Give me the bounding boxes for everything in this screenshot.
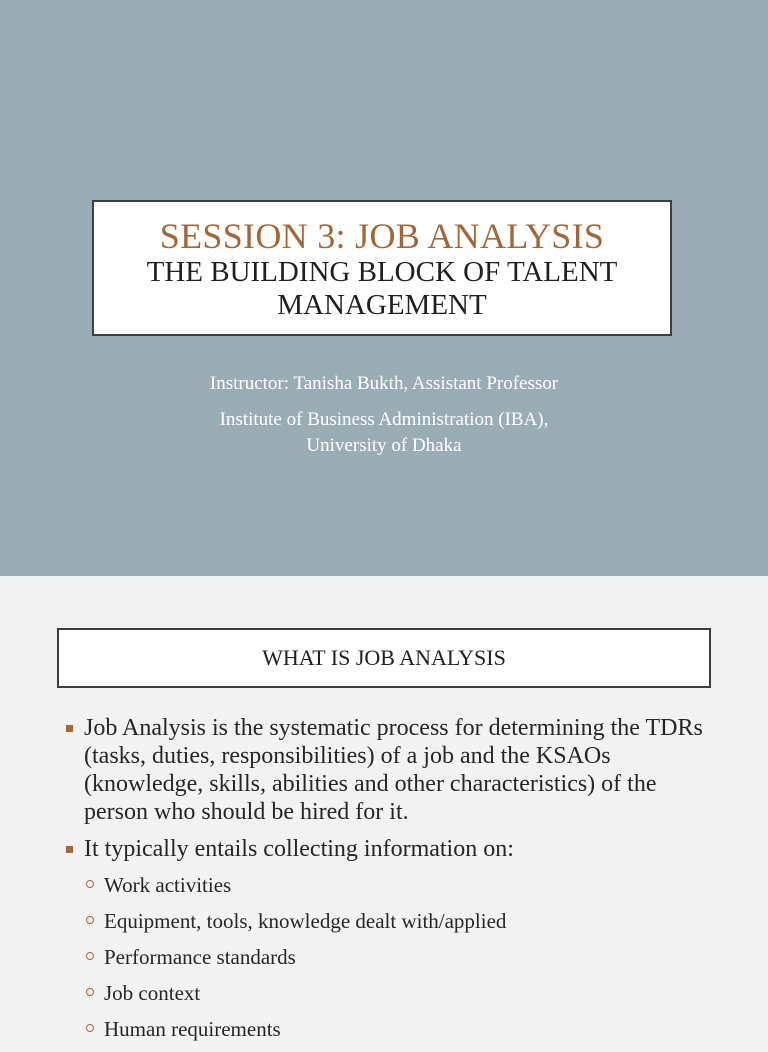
circle-bullet-icon [86,1024,94,1032]
bullet-list [66,714,726,1052]
sub-bullet-item [66,944,726,970]
circle-bullet-icon [86,916,94,924]
sub-bullet-text: Performance standards [104,945,296,969]
circle-bullet-icon [86,988,94,996]
circle-bullet-icon [86,952,94,960]
sub-bullet-item [66,1016,726,1042]
square-bullet-icon [66,725,73,732]
square-bullet-icon [66,846,73,853]
sub-bullet-text: Human requirements [104,1017,281,1041]
slide-subtitle: THE BUILDING BLOCK OF TALENT MANAGEMENT [146,256,618,321]
slide-title: SESSION 3: JOB ANALYSIS [159,216,605,256]
sub-bullet-text: Equipment, tools, knowledge dealt with/applied [104,909,507,933]
instructor-line: Instructor: Tanisha Bukth, Assistant Professor [209,373,559,394]
institute-line: Institute of Business Administration (IBA), University of Dhaka [219,409,549,456]
bullet-item [66,714,726,826]
circle-bullet-icon [86,880,94,888]
title-box [92,200,672,336]
bullet-text: Job Analysis is the systematic process for determining the TDRs (tasks, duties, responsibilities) of a job and the KSAOs (knowledge, skills, abilities and other characteristics) of the person who should be hired for it. [84,715,703,825]
sub-bullet-item [66,872,726,898]
sub-bullet-item [66,908,726,934]
bullet-text: It typically entails collecting information on: [84,836,514,862]
sub-bullet-text: Work activities [104,873,232,897]
bullet-item [66,835,726,863]
sub-bullet-text: Job context [104,981,201,1005]
sub-bullet-item [66,980,726,1006]
content-slide [0,576,768,1041]
slide-heading: WHAT IS JOB ANALYSIS [57,628,711,688]
